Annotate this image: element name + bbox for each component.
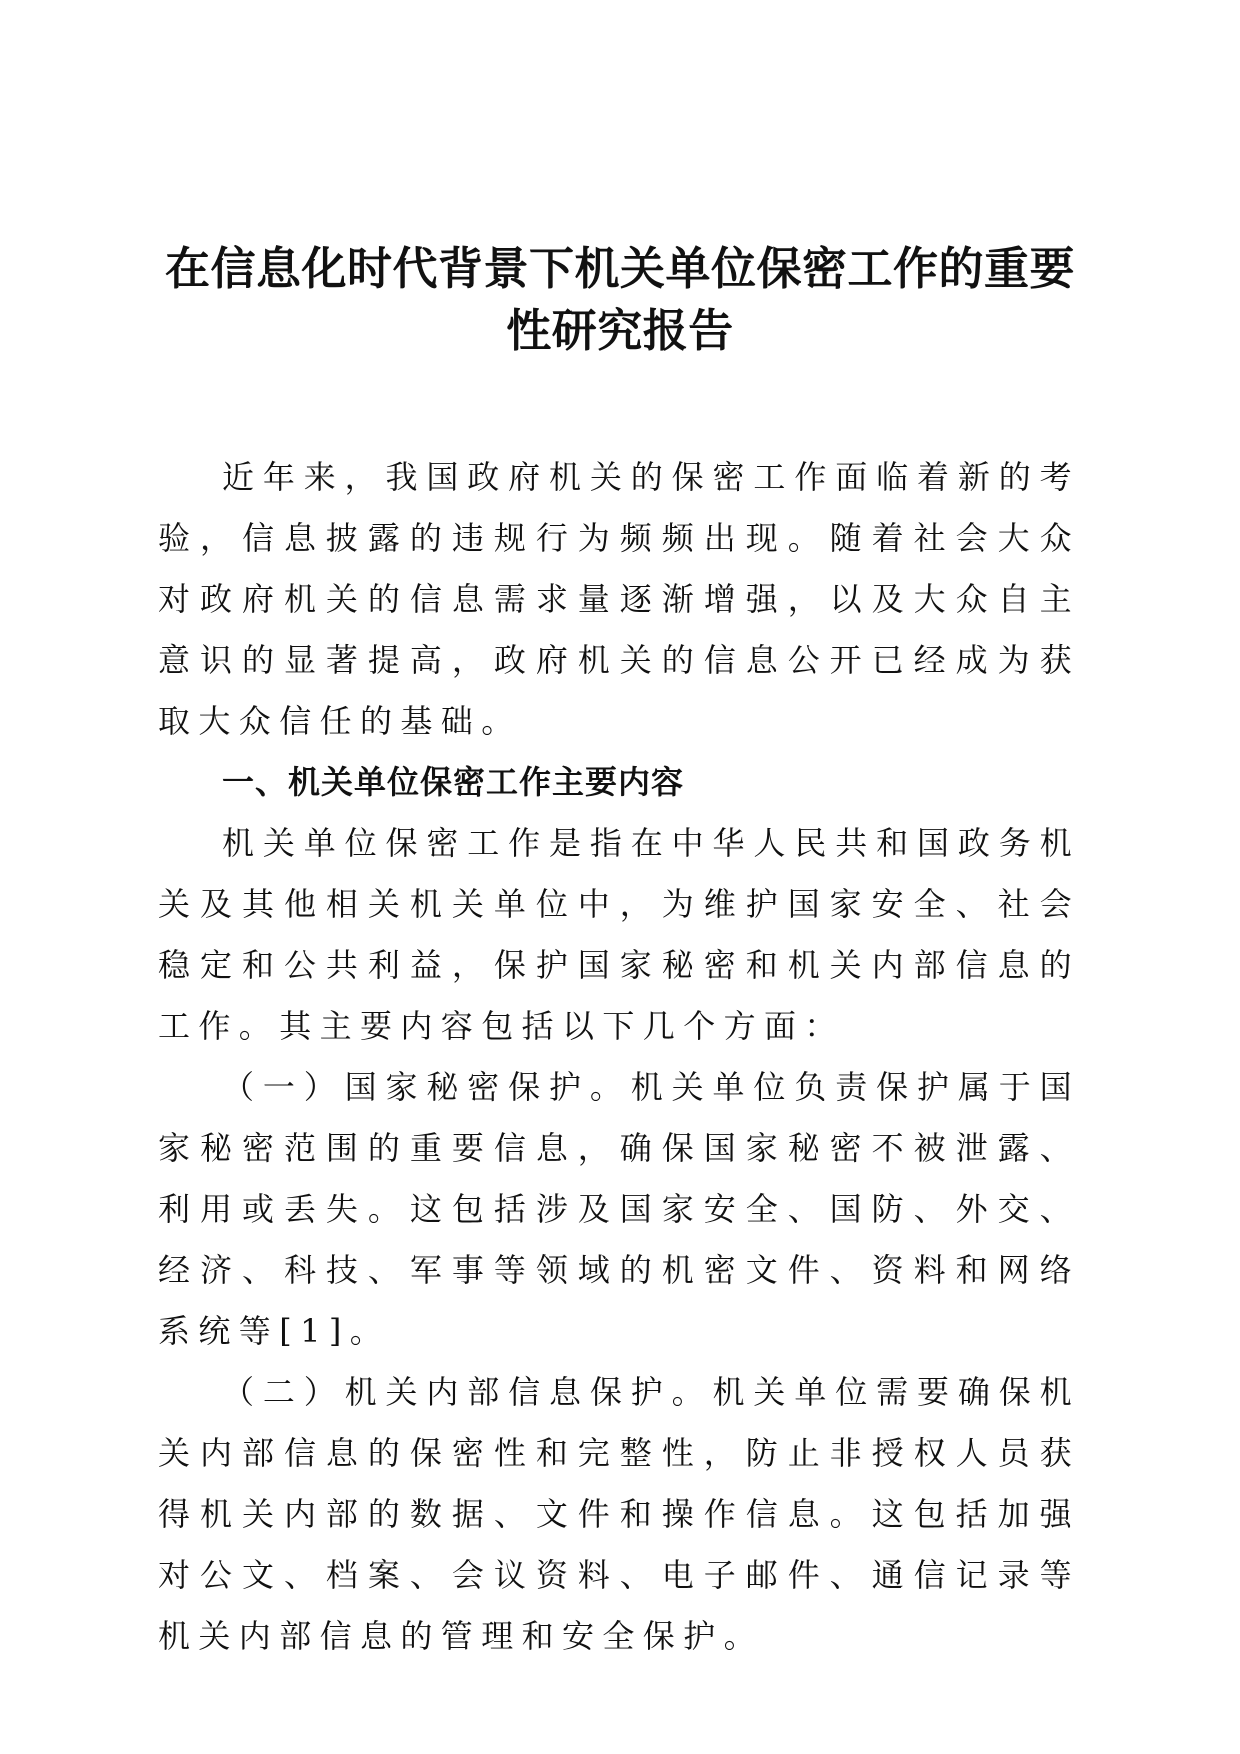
section-lead-paragraph: 机关单位保密工作是指在中华人民共和国政务机关及其他相关机关单位中，为维护国家安全、社会稳定和公共利益，保护国家秘密和机关内部信息的工作。其主要内容包括以下几个方面： [158,824,1080,1045]
intro-paragraph: 近年来，我国政府机关的保密工作面临着新的考验，信息披露的违规行为频频出现。随着社会大众对政府机关的信息需求量逐渐增强，以及大众自主意识的显著提高，政府机关的信息公开已经成为获取大众信任的基础。 [158,458,1080,740]
item-national-secrets-paragraph: （一）国家秘密保护。机关单位负责保护属于国家秘密范围的重要信息，确保国家秘密不被泄露、利用或丢失。这包括涉及国家安全、国防、外交、经济、科技、军事等领域的机密文件、资料和网络系统等[1]。 [158,1068,1080,1350]
item-internal-info-paragraph: （二）机关内部信息保护。机关单位需要确保机关内部信息的保密性和完整性，防止非授权人员获得机关内部的数据、文件和操作信息。这包括加强对公文、档案、会议资料、电子邮件、通信记录等机关内部信息的管理和安全保护。 [158,1373,1080,1655]
document-body [158,447,1080,1667]
section-heading: 一、机关单位保密工作主要内容 [222,763,685,801]
document-title: 在信息化时代背景下机关单位保密工作的重要性研究报告 [164,242,1075,357]
